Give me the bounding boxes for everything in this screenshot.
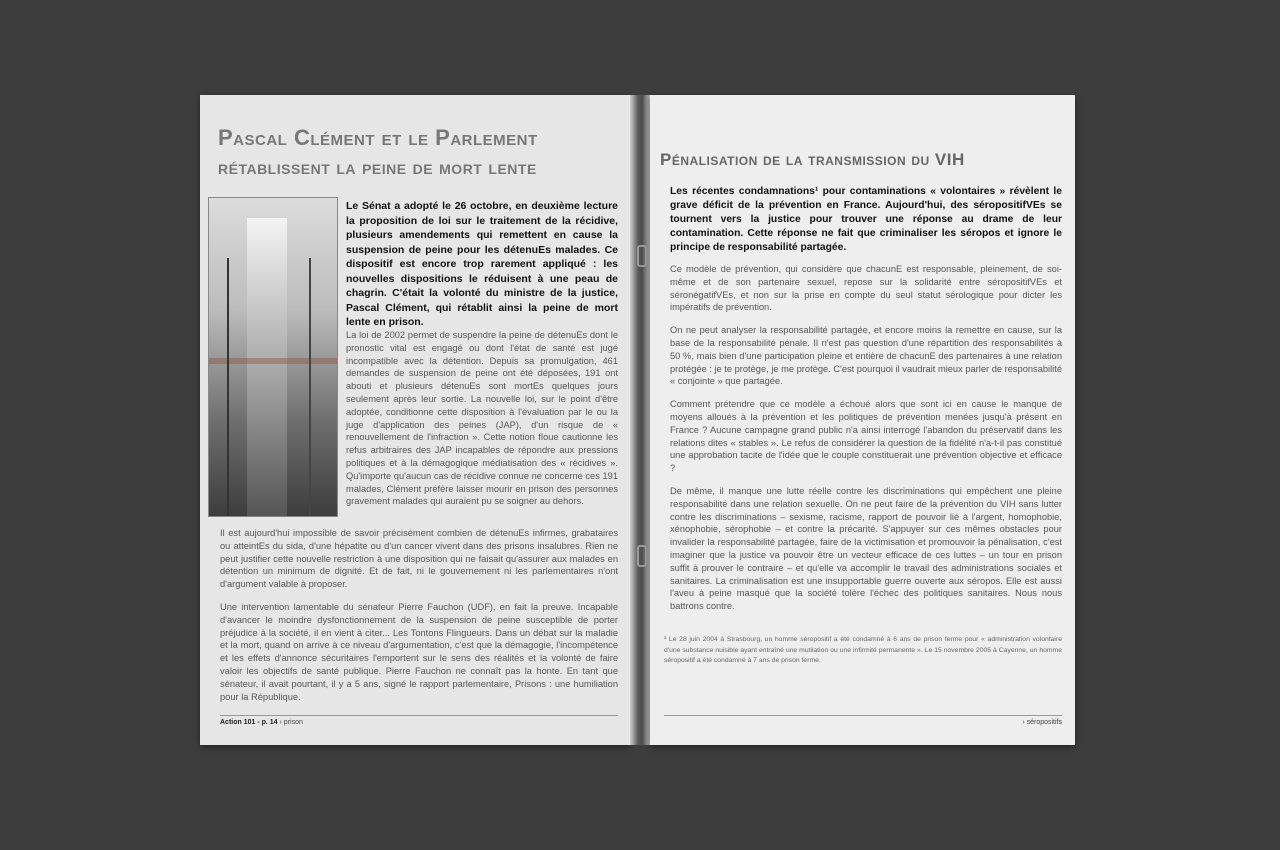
right-page — [650, 95, 1075, 745]
footer-section: › séropositifs — [1022, 719, 1062, 726]
article-body — [670, 263, 1062, 623]
booklet-spread — [200, 95, 1080, 755]
page-footer — [664, 715, 1062, 726]
paragraph: La loi de 2002 permet de suspendre la peine de détenuEs dont le pronostic vital est engagé ou dont l'état de santé est jugé incompatible avec la détention. Depuis sa promulgation, 461 demandes de suspension de peine ont été déposées, 191 ont abouti et plusieurs détenuEs sont mortEs quelques jours seulement après leur sortie. La nouvelle loi, sur le point d'être adoptée, conditionne cette disposition à l'évaluation par le ou la juge d'application des peines (JAP), d'un risque de « renouvellement de l'infraction ». Cette notion floue cautionne les refus arbitraires des JAP incapables de répondre aux pressions politiques et à la démagogique médiatisation des « récidives ». Qu'importe qu'aucun cas de récidive connue ne concerne ces 191 malades, Clément préfère laisser mourir en prison des personnes gravement malades qui auraient pu se soigner au dehors. — [346, 330, 618, 507]
page-title — [218, 123, 618, 183]
page-title: Pénalisation de la transmission du VIH — [660, 150, 965, 169]
paragraph: Une intervention lamentable du sénateur Pierre Fauchon (UDF), en fait la preuve. Incapable d'avancer le moindre dysfonctionnement de la suspension de peine susceptible de porter préjudice à la société, il en vient à citer... Les Tontons Flingueurs. Dans un débat sur la maladie et la mort, quand on arrive à ce niveau d'argumentation, c'est que la démagogie, l'incompétence et les effets d'annonce sécuritaires l'emportent sur le sens des réalités et la volonté de faire valoir les objectifs de santé publique. Pierre Fauchon ne connaît pas la honte. En tant que sénateur, il avait pourtant, il y a 5 ans, signé le rapport parlementaire, Prisons : une humiliation pour la République. — [220, 601, 618, 702]
paragraph: Comment prétendre que ce modèle a échoué alors que sont ici en cause le manque de moyens alloués à la prévention et les politiques de prévention menées jusqu'à présent en France ? Aucune campagne grand public n'a ainsi interrogé l'abandon du préservatif dans les relations dites « stables ». Le refus de considérer la question de la fidélité n'a-t-il pas constitué une approbation tacite de l'idée que le couple constituerait une prévention objective et efficace ? — [670, 399, 1062, 474]
paragraph: Il est aujourd'hui impossible de savoir précisément combien de détenuEs infirmes, grabataires ou atteintEs du sida, d'une hépatite ou d'un cancer vivent dans des prisons insalubres. Rien ne peut justifier cette nouvelle restriction à une disposition qui ne faisait qu'assurer aux malades en détention un minimum de dignité. Et de fait, ni le gouvernement ni les parlementaires n'ont d'argument valable à proposer. — [220, 528, 618, 590]
article-lead: Les récentes condamnations¹ pour contaminations « volontaires » révèlent le grave déficit de la prévention en France. Aujourd'hui, des séropositifVEs se tournent vers la justice pour trouver une réponse au drame de leur contamination. Cette réponse ne fait que criminaliser les séropos et ignore le principe de responsabilité partagée. — [670, 186, 1062, 253]
left-page — [200, 95, 630, 745]
title-line-2: rétablissent la peine de mort lente — [218, 157, 537, 179]
footnote: ¹ Le 28 juin 2004 à Strasbourg, un homme séropositif a été condamné à 6 ans de prison ferme pour « administration volontaire d'une substance nuisible ayant entraîné une mutilation ou une infirmité permanente ». Le 15 novembre 2005 à Cayenne, un homme séropositif a été condamné à 7 ans de prison ferme. — [664, 636, 1062, 664]
footer-publication: Action 101 - p. 14 — [220, 719, 278, 726]
paragraph: De même, il manque une lutte réelle contre les discriminations qui empêchent une pleine responsabilité dans une relation sexuelle. On ne peut faire de la prévention du VIH sans lutter contre les discriminations – sexisme, racisme, rapport de pouvoir lié à l'argent, homophobie, xénophobie, sérophobie – et contre la précarité. S'appuyer sur ces mêmes obstacles pour invalider la responsabilité partagée, faire de la victimisation et promouvoir la pénalisation, c'est imaginer que la justice va pouvoir être un vecteur efficace de ces luttes – un tour en prison suffit à prouver le contraire – et qu'elle va accomplir le travail des administrations sociales et sanitaires. La criminalisation est une insupportable guerre ouverte aux séropos. Elle est aussi l'aveu à peine masqué que la société tolère l'échec des politiques sanitaires. Nous nous battrons contre. — [670, 485, 1062, 612]
footer-section: › prison — [279, 719, 303, 726]
article-body-full — [220, 527, 618, 713]
title-line-1: Pascal Clément et le Parlement — [218, 125, 538, 150]
staple — [637, 545, 647, 567]
prison-corridor-photo — [208, 197, 338, 517]
staple — [637, 245, 647, 267]
paragraph: On ne peut analyser la responsabilité partagée, et encore moins la remettre en cause, sur la base de la responsabilité pénale. Il n'est pas question d'une répartition des responsabilités à 50 %, mais bien d'une participation pleine et entière de chacunE des partenaires à une relation protégée : je te protège, je me protège. C'est pourquoi il vaudrait mieux parler de responsabilité « conjointe » que partagée. — [670, 325, 1062, 387]
paragraph: Ce modèle de prévention, qui considère que chacunE est responsable, pleinement, de soi-même et de son partenaire sexuel, repose sur la solidarité entre séropositifVEs et séronégatifVEs, et non sur la prise en compte du seul statut sérologique pour dicter les impératifs de prévention. — [670, 264, 1062, 313]
article-body-column — [346, 329, 618, 518]
article-lead: Le Sénat a adopté le 26 octobre, en deuxième lecture la proposition de loi sur le traitement de la récidive, plusieurs amendements qui remettent en cause la suspension de peine pour les détenuEs malades. Ce dispositif est encore trop rarement appliqué : les nouvelles dispositions le réduisent à une peau de chagrin. C'était la volonté du ministre de la justice, Pascal Clément, qui rétablit ainsi la peine de mort lente en prison. — [346, 200, 618, 328]
page-footer — [220, 715, 618, 726]
spine-gutter — [630, 95, 650, 745]
